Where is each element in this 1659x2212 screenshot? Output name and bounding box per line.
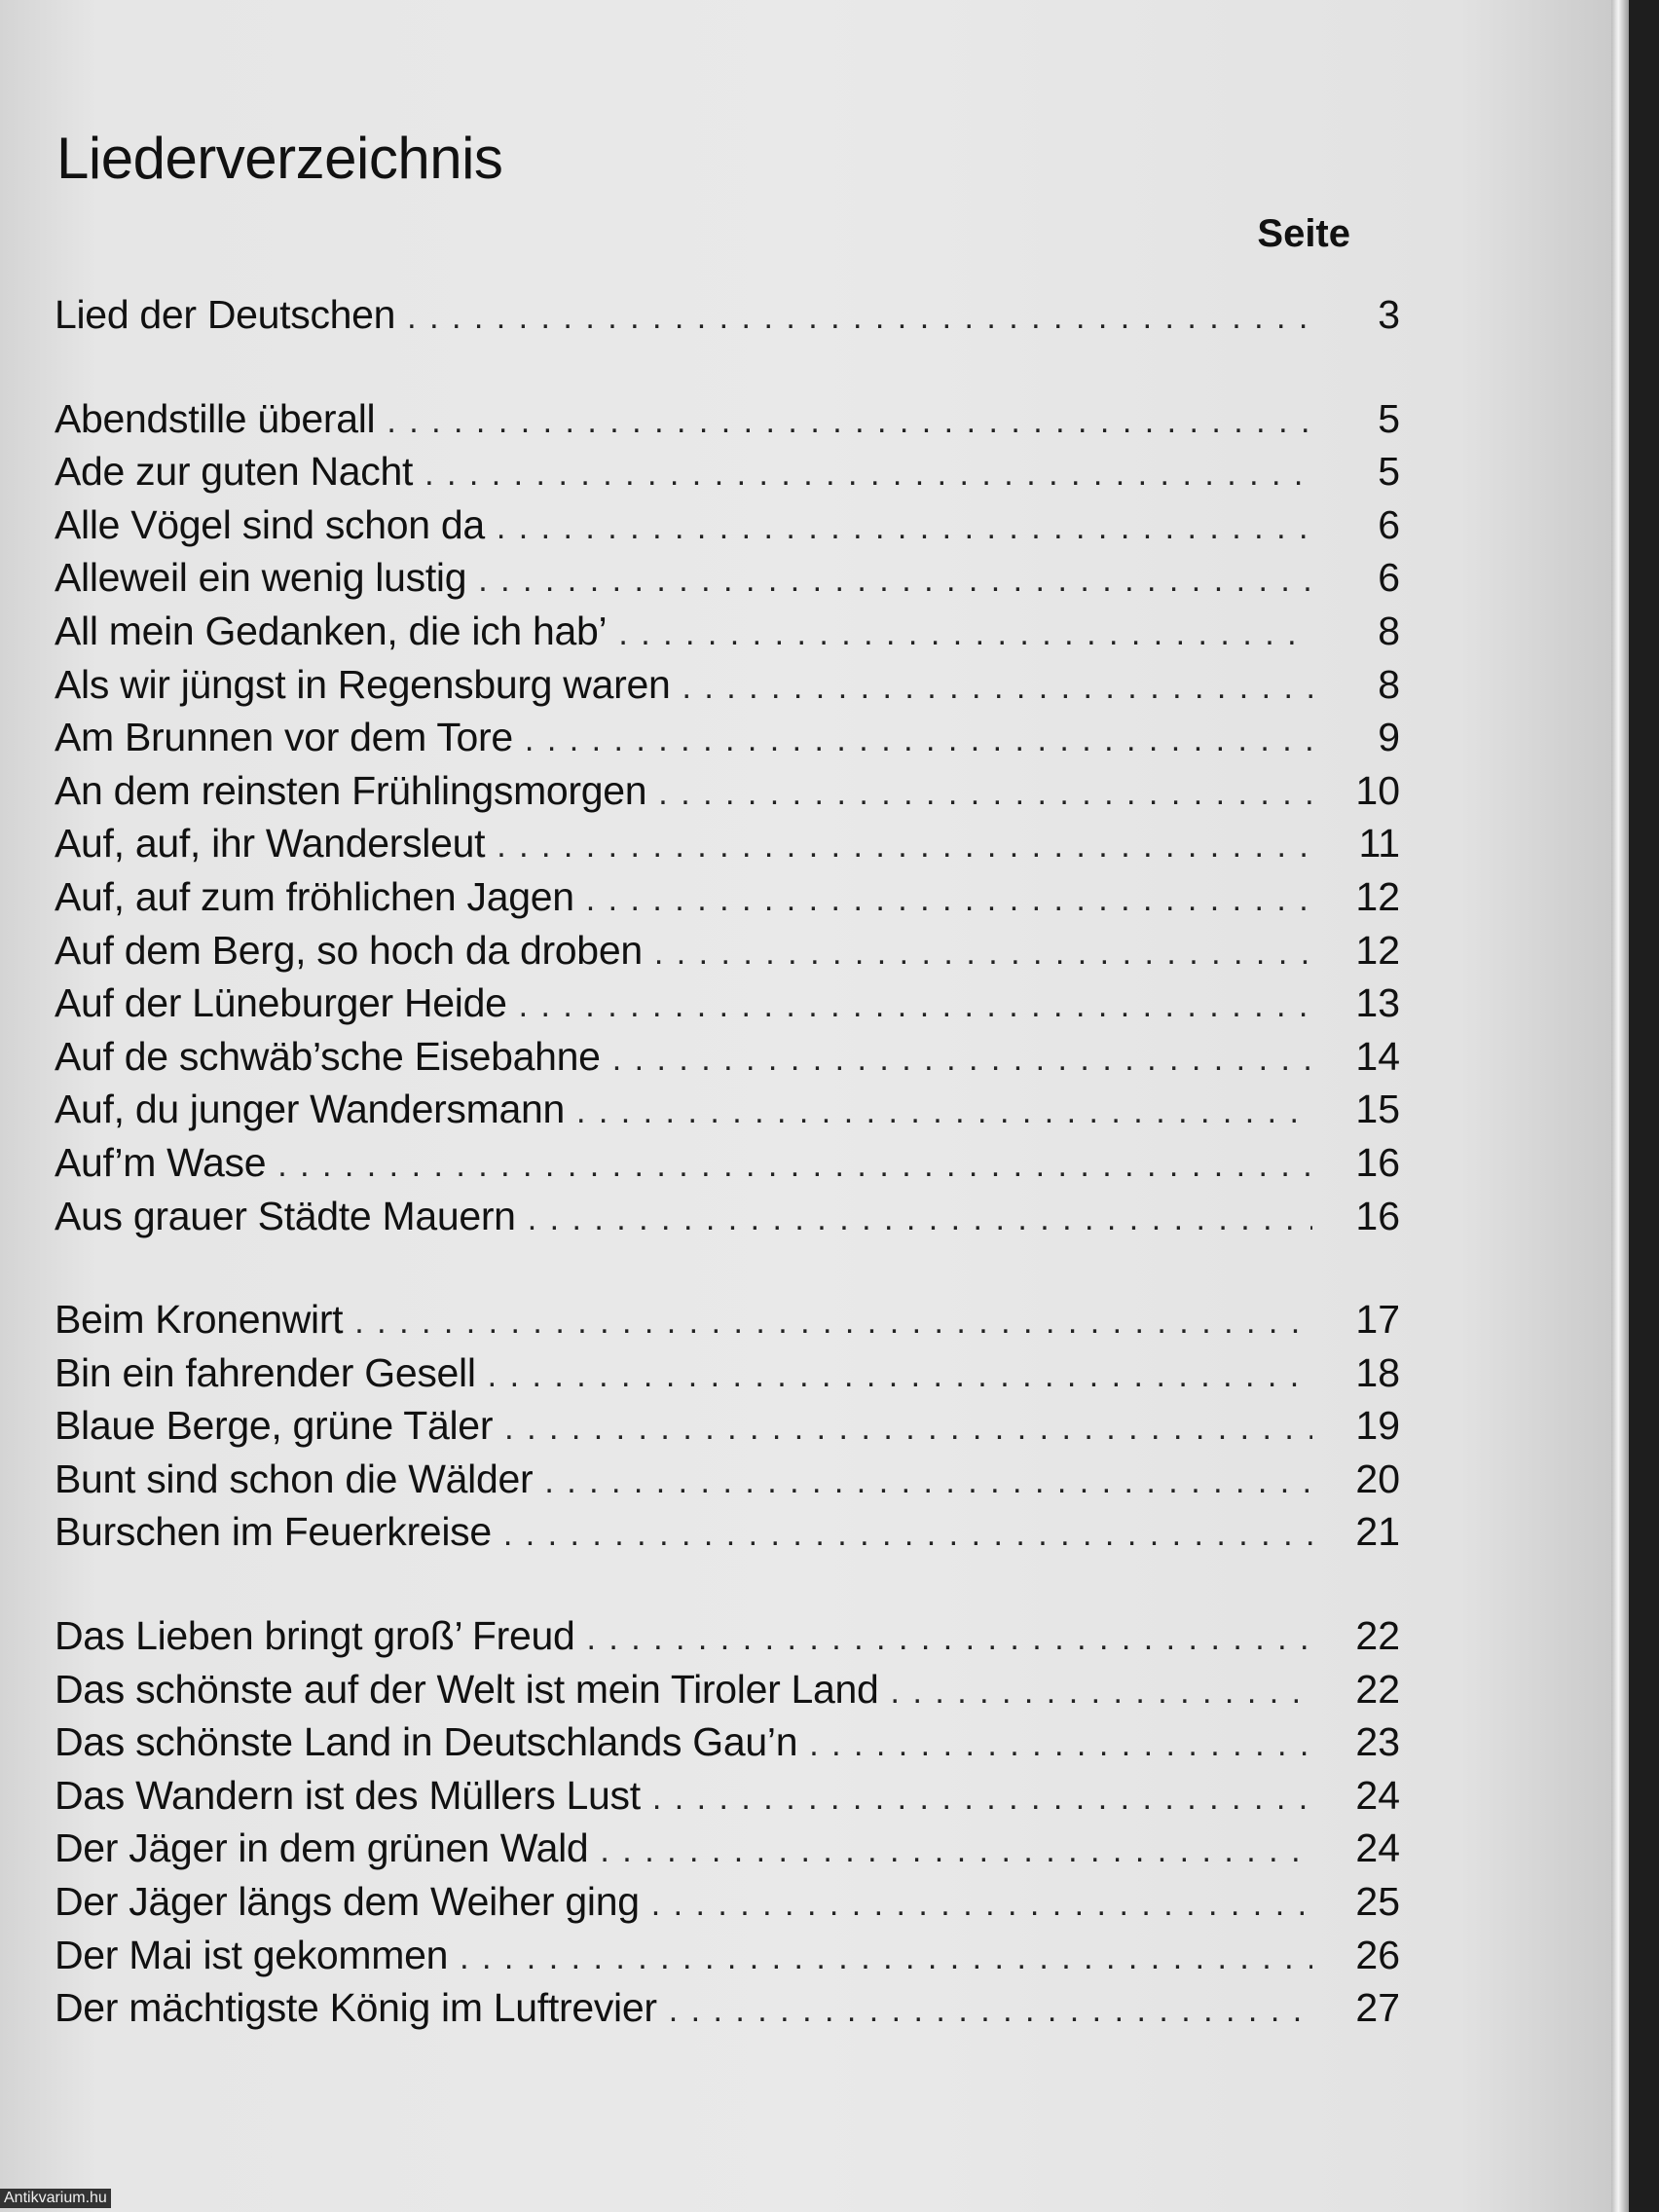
song-title: Der Mai ist gekommen xyxy=(55,1932,449,1977)
dot-leader xyxy=(654,935,1312,973)
song-index xyxy=(55,292,1400,2089)
page-number: 6 xyxy=(1378,555,1400,601)
song-title: Alleweil ein wenig lustig xyxy=(55,555,467,601)
dot-leader xyxy=(891,1674,1312,1712)
page-number: 17 xyxy=(1355,1297,1400,1343)
index-entry xyxy=(55,768,1400,822)
song-title: Alle Vögel sind schon da xyxy=(55,501,485,547)
dot-leader xyxy=(586,881,1312,919)
song-title: Bin ein fahrender Gesell xyxy=(55,1349,476,1395)
page-number: 19 xyxy=(1355,1403,1400,1449)
song-title: Auf, du junger Wandersmann xyxy=(55,1087,565,1132)
index-entry xyxy=(55,1403,1400,1456)
dot-leader xyxy=(669,1992,1312,2030)
song-title: Der Jäger längs dem Weiher ging xyxy=(55,1879,640,1925)
index-entry xyxy=(55,821,1400,874)
index-entry xyxy=(55,292,1400,346)
song-title: Das Wandern ist des Müllers Lust xyxy=(55,1772,641,1818)
index-entry xyxy=(55,1773,1400,1826)
index-entry xyxy=(55,1456,1400,1510)
song-title: Der Jäger in dem grünen Wald xyxy=(55,1825,589,1871)
index-entry xyxy=(55,1087,1400,1140)
song-title: Lied der Deutschen xyxy=(55,292,396,337)
page-number: 26 xyxy=(1355,1932,1400,1977)
dot-leader xyxy=(519,987,1312,1025)
page-number: 25 xyxy=(1355,1879,1400,1925)
dot-leader xyxy=(528,1200,1312,1238)
dot-leader xyxy=(544,1463,1312,1501)
index-group xyxy=(55,1297,1400,1563)
index-entry xyxy=(55,980,1400,1034)
song-title: Blaue Berge, grüne Täler xyxy=(55,1403,494,1449)
song-title: Das schönste auf der Welt ist mein Tiroler Land xyxy=(55,1666,879,1712)
index-entry xyxy=(55,1985,1400,2039)
song-title: Das schönste Land in Deutschlands Gau’n xyxy=(55,1719,798,1765)
dot-leader xyxy=(488,1357,1312,1395)
dot-leader xyxy=(387,403,1312,441)
page-number: 6 xyxy=(1378,501,1400,547)
index-entry xyxy=(55,1879,1400,1933)
dot-leader xyxy=(612,1041,1312,1079)
song-title: Abendstille überall xyxy=(55,395,376,441)
dot-leader xyxy=(478,562,1312,600)
page-number: 24 xyxy=(1355,1825,1400,1871)
song-title: Beim Kronenwirt xyxy=(55,1297,344,1343)
dot-leader xyxy=(586,1620,1312,1658)
page-number: 21 xyxy=(1355,1509,1400,1555)
index-group xyxy=(55,1613,1400,2039)
page-edge xyxy=(1611,0,1629,2212)
song-title: Bunt sind schon die Wälder xyxy=(55,1456,534,1501)
page-column-header: Seite xyxy=(1257,212,1350,255)
dot-leader xyxy=(525,721,1312,759)
page-number: 23 xyxy=(1355,1719,1400,1765)
song-title: Am Brunnen vor dem Tore xyxy=(55,715,513,760)
index-group xyxy=(55,292,1400,346)
dot-leader xyxy=(354,1304,1312,1342)
dot-leader xyxy=(460,1939,1312,1977)
background-shadow xyxy=(1629,0,1659,2212)
index-entry xyxy=(55,1667,1400,1720)
song-title: Ade zur guten Nacht xyxy=(55,449,414,495)
page-number: 5 xyxy=(1378,395,1400,441)
song-title: Als wir jüngst in Regensburg waren xyxy=(55,661,671,707)
page-number: 18 xyxy=(1355,1349,1400,1395)
dot-leader xyxy=(277,1147,1312,1185)
page-number: 15 xyxy=(1355,1087,1400,1132)
index-entry xyxy=(55,555,1400,608)
index-entry xyxy=(55,874,1400,928)
page-number: 8 xyxy=(1378,661,1400,707)
index-entry xyxy=(55,1034,1400,1088)
song-title: Burschen im Feuerkreise xyxy=(55,1509,492,1555)
dot-leader xyxy=(497,828,1312,866)
song-title: Aus grauer Städte Mauern xyxy=(55,1193,516,1238)
song-title: Auf’m Wase xyxy=(55,1139,267,1185)
page-number: 3 xyxy=(1378,292,1400,337)
page-number: 10 xyxy=(1355,767,1400,813)
index-entry xyxy=(55,1297,1400,1350)
song-title: Der mächtigste König im Luftrevier xyxy=(55,1985,657,2031)
index-entry xyxy=(55,1825,1400,1879)
index-entry xyxy=(55,1933,1400,1986)
dot-leader xyxy=(600,1832,1312,1870)
dot-leader xyxy=(503,1516,1312,1554)
page-number: 22 xyxy=(1355,1613,1400,1659)
dot-leader xyxy=(576,1093,1312,1131)
dot-leader xyxy=(618,615,1312,653)
index-entry xyxy=(55,1509,1400,1563)
song-title: An dem reinsten Frühlingsmorgen xyxy=(55,767,647,813)
dot-leader xyxy=(651,1886,1312,1924)
dot-leader xyxy=(497,509,1312,547)
dot-leader xyxy=(658,775,1312,813)
index-entry xyxy=(55,715,1400,768)
page-number: 11 xyxy=(1358,821,1400,866)
page-number: 16 xyxy=(1355,1193,1400,1238)
song-title: Auf, auf, ihr Wandersleut xyxy=(55,821,486,866)
index-entry xyxy=(55,1350,1400,1404)
page-title: Liederverzeichnis xyxy=(56,126,503,191)
page-number: 5 xyxy=(1378,449,1400,495)
dot-leader xyxy=(682,669,1312,707)
dot-leader xyxy=(504,1410,1312,1448)
index-entry xyxy=(55,396,1400,450)
dot-leader xyxy=(424,456,1312,494)
index-entry xyxy=(55,608,1400,662)
dot-leader xyxy=(407,299,1312,337)
page-number: 16 xyxy=(1355,1139,1400,1185)
song-title: Auf, auf zum fröhlichen Jagen xyxy=(55,873,574,919)
dot-leader xyxy=(652,1780,1312,1818)
page-number: 24 xyxy=(1355,1772,1400,1818)
page-number: 27 xyxy=(1355,1985,1400,2031)
song-title: Das Lieben bringt groß’ Freud xyxy=(55,1613,575,1659)
index-entry xyxy=(55,1613,1400,1667)
index-entry xyxy=(55,1140,1400,1194)
index-entry xyxy=(55,662,1400,716)
index-entry xyxy=(55,449,1400,502)
song-title: Auf de schwäb’sche Eisebahne xyxy=(55,1033,601,1079)
index-group xyxy=(55,396,1400,1247)
index-entry xyxy=(55,928,1400,981)
page-number: 12 xyxy=(1355,927,1400,973)
index-entry xyxy=(55,502,1400,556)
page-number: 8 xyxy=(1378,608,1400,653)
song-title: Auf dem Berg, so hoch da droben xyxy=(55,927,643,973)
page-number: 9 xyxy=(1378,715,1400,760)
index-entry xyxy=(55,1194,1400,1247)
dot-leader xyxy=(809,1726,1312,1764)
page-number: 14 xyxy=(1355,1033,1400,1079)
index-entry xyxy=(55,1719,1400,1773)
song-title: All mein Gedanken, die ich hab’ xyxy=(55,608,608,653)
song-title: Auf der Lüneburger Heide xyxy=(55,980,507,1026)
page-number: 13 xyxy=(1355,980,1400,1026)
page-number: 20 xyxy=(1355,1456,1400,1501)
watermark-text: Antikvarium.hu xyxy=(0,2189,111,2208)
page-number: 22 xyxy=(1355,1666,1400,1712)
page-number: 12 xyxy=(1355,873,1400,919)
